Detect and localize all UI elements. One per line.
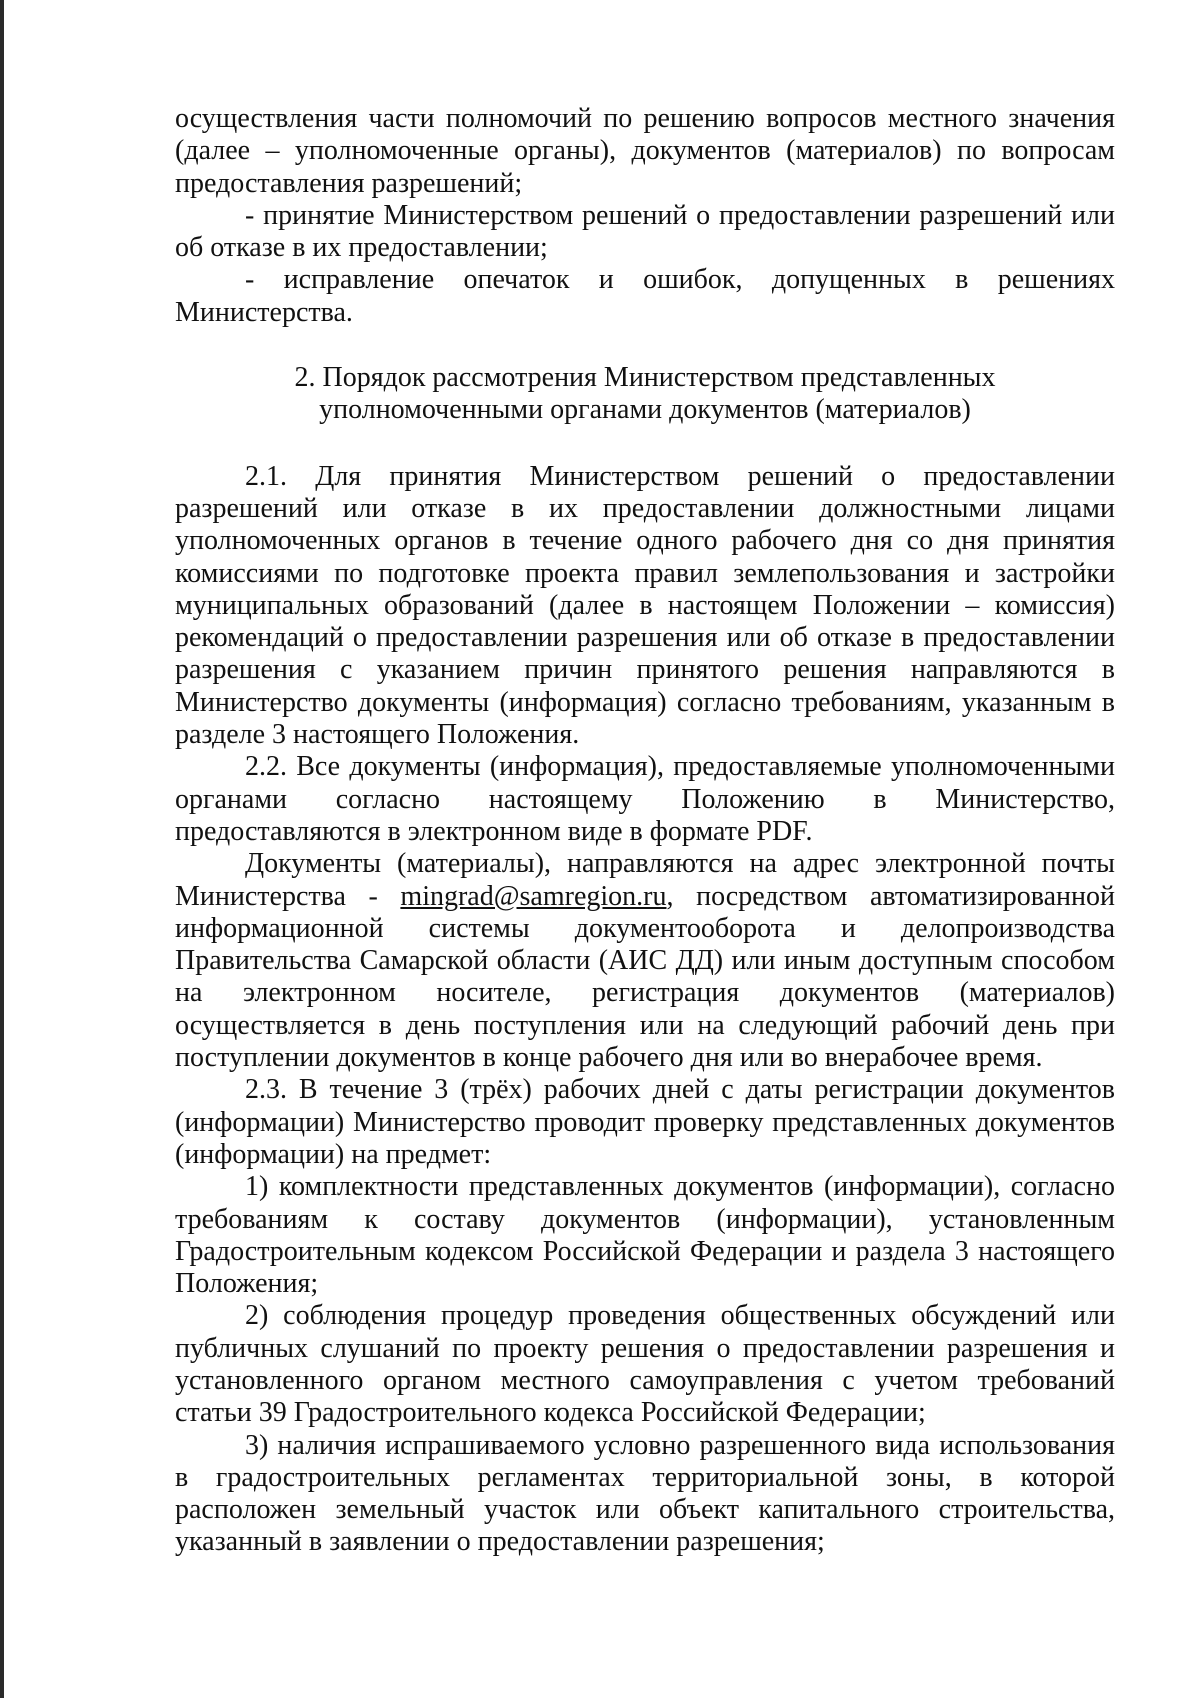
scan-edge-border [0, 0, 4, 1698]
intro-paragraph-continuation: осуществления части полномочий по решению вопросов местного значения (далее – уполномоченные органы), документов (материалов) по вопросам предоставления разрешений; [175, 103, 1115, 199]
documents-submission-text-before-email: Документы (материалы), направляются на адрес электронной почты Министерства - [175, 848, 1115, 912]
section-2-heading-line-1: 2. Порядок рассмотрения Министерством представленных [294, 362, 996, 394]
paragraph-2-1: 2.1. Для принятия Министерством решений о предоставлении разрешений или отказе в их предоставлении должностными лицами уполномоченных органов в течение одного рабочего дня со дня принятия комиссиями по подготовке проекта правил землепользования и застройки муниципальных образований (далее в настоящем Положении – комиссия) рекомендаций о предоставлении разрешения или об отказе в предоставлении разрешения с указанием причин принятого решения направляются в Министерство документы (информация) согласно требованиям, указанным в разделе 3 настоящего Положения. [175, 460, 1115, 751]
intro-list-item-corrections: - исправление опечаток и ошибок, допущенных в решениях Министерства. [175, 264, 1115, 328]
paragraph-2-2: 2.2. Все документы (информация), предоставляемые уполномоченными органами согласно настоящему Положению в Министерство, предоставляются в электронном виде в формате PDF. [175, 751, 1115, 847]
email-link[interactable]: mingrad@samregion.ru [400, 880, 667, 912]
documents-submission-text-after-email: , посредством автоматизированной информационной системы документооборота и делопроизводства Правительства Самарской области (АИС ДД) или иным доступным способом на электронном носителе, регистрация документов (материалов) осуществляется в день поступления или на следующий рабочий день при поступлении документов в конце рабочего дня или во внерабочее время. [175, 880, 1115, 1074]
paragraph-2-3: 2.3. В течение 3 (трёх) рабочих дней с даты регистрации документов (информации) Министерство проводит проверку представленных документов (информации) на предмет: [175, 1074, 1115, 1170]
section-2-heading-line-2: уполномоченными органами документов (материалов) [319, 394, 971, 426]
check-item-3: 3) наличия испрашиваемого условно разрешенного вида использования в градостроительных регламентах территориальной зоны, в которой расположен земельный участок или объект капитального строительства, указанный в заявлении о предоставлении разрешения; [175, 1429, 1115, 1558]
paragraph-documents-submission [175, 848, 1115, 1074]
check-item-1: 1) комплектности представленных документов (информации), согласно требованиям к составу документов (информации), установленным Градостроительным кодексом Российской Федерации и раздела 3 настоящего Положения; [175, 1171, 1115, 1300]
section-2-heading [175, 362, 1115, 427]
intro-list-item-decision: - принятие Министерством решений о предоставлении разрешений или об отказе в их предоставлении; [175, 199, 1115, 264]
document-body [175, 103, 1115, 1559]
check-item-2: 2) соблюдения процедур проведения общественных обсуждений или публичных слушаний по проекту решения о предоставлении разрешения и установленного органом местного самоуправления с учетом требований статьи 39 Градостроительного кодекса Российской Федерации; [175, 1300, 1115, 1429]
